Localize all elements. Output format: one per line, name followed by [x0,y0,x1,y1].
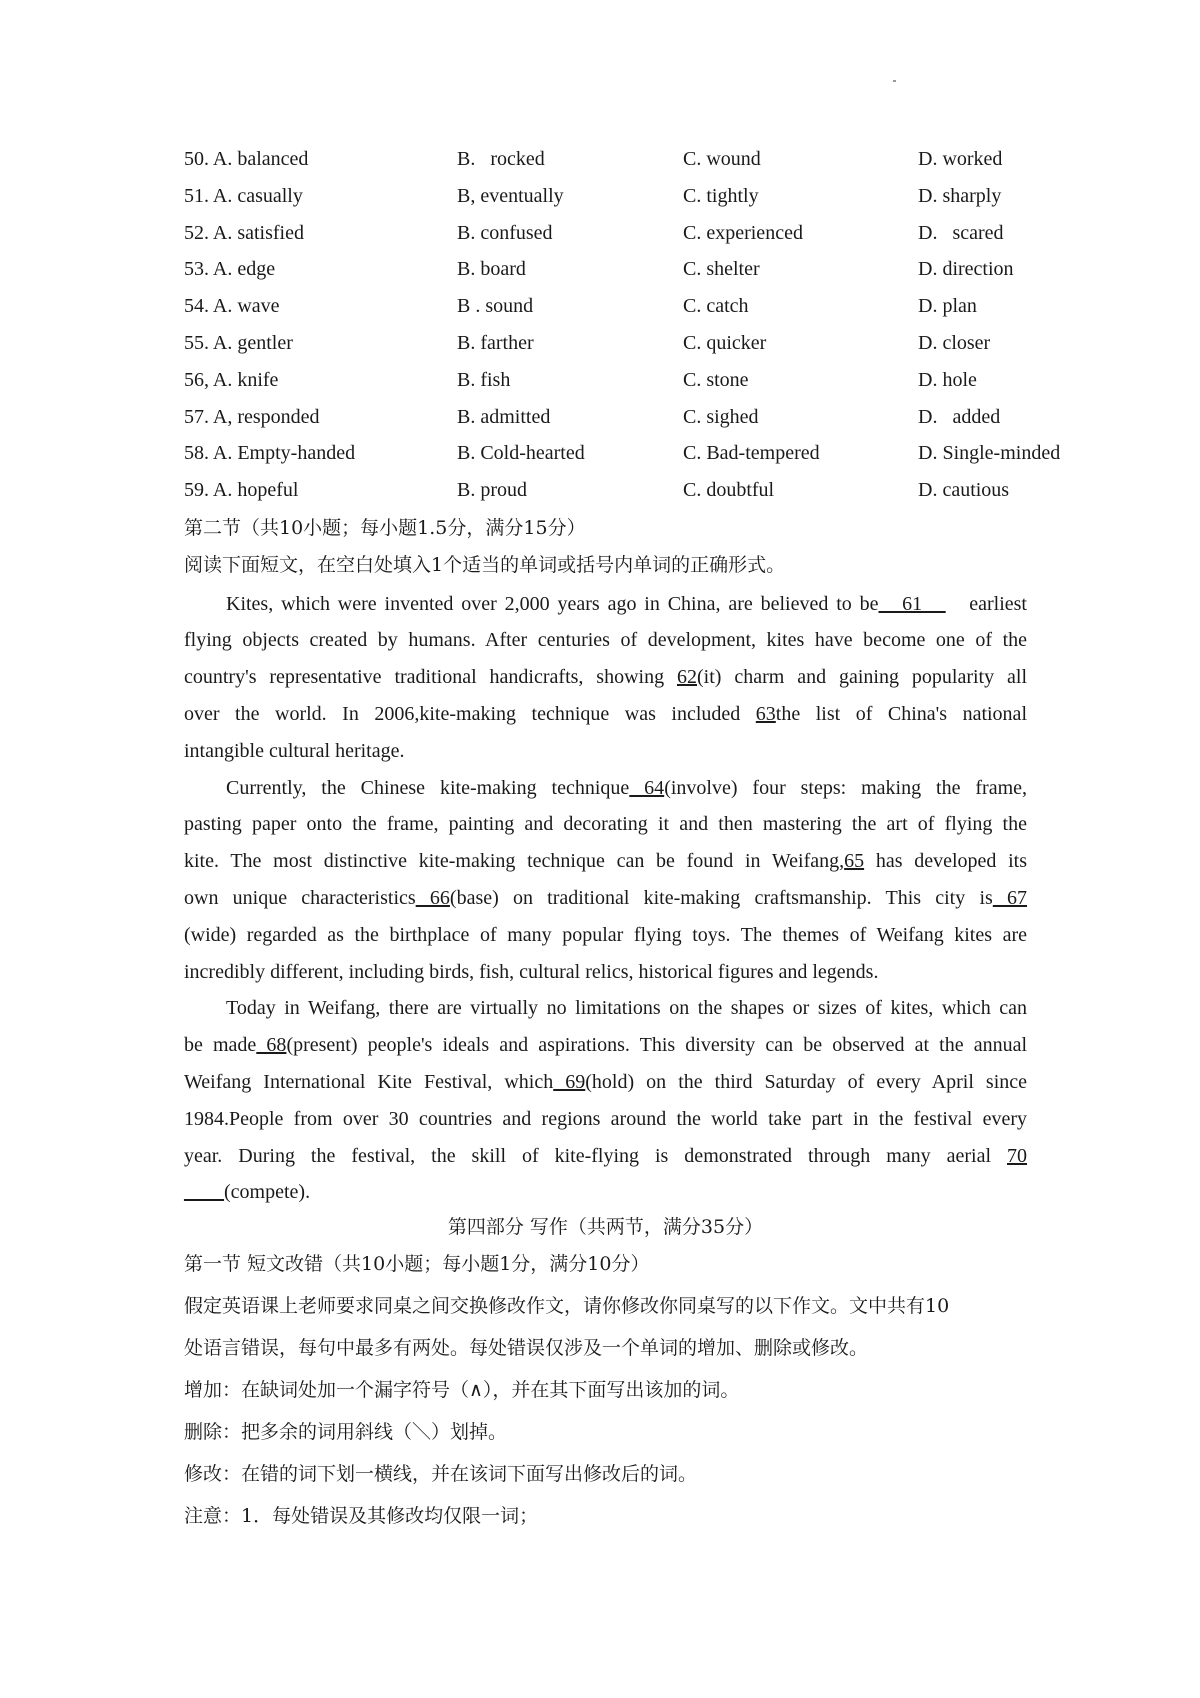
option-c: C. quicker [683,331,767,354]
option-a: 52. A. satisfied [184,221,304,244]
option-row [184,365,1084,402]
passage-line: over the world. In 2006,kite-making technique was included 63the list of China's national [184,702,1027,725]
option-c: C. sighed [683,405,759,428]
option-d: D. plan [918,295,977,318]
option-b: B. confused [457,221,553,244]
option-d: D. added [918,405,1001,428]
option-b: B, eventually [457,184,564,207]
passage-line: 1984.People from over 30 countries and regions around the world take part in the festival every [184,1107,1027,1130]
blank-67: 67 [992,886,1028,909]
blank-69: 69 [553,1070,586,1093]
option-row [184,144,1084,181]
correction-instruction: 处语言错误，每句中最多有两处。每处错误仅涉及一个单词的增加、删除或修改。 [184,1336,869,1359]
scan-mark [893,80,896,82]
option-a: 55. A. gentler [184,331,293,354]
option-c: C. catch [683,295,749,318]
part-4-title: 第四部分 写作（共两节，满分35分） [447,1216,764,1239]
option-a: 57. A, responded [184,405,320,428]
passage-line: be made 68(present) people's ideals and aspirations. This diversity can be observed at the annual [184,1034,1028,1057]
option-b: B. Cold-hearted [457,442,585,465]
option-b: B. proud [457,479,527,502]
option-d: D. sharply [918,184,1002,207]
option-d: D. scared [918,221,1004,244]
blank-64: 64 [629,776,665,799]
passage-line: country's representative traditional handicrafts, showing 62(it) charm and gaining popularity all [184,666,1027,689]
add-rule: 增加：在缺词处加一个漏字符号（∧），并在其下面写出该加的词。 [184,1378,740,1401]
passage-line: Weifang International Kite Festival, which 69(hold) on the third Saturday of every April since [184,1070,1028,1093]
passage-line: ____(compete). [184,1181,311,1204]
blank-66: 66 [415,886,450,909]
answer-options [184,144,1084,512]
passage-line: Currently, the Chinese kite-making technique 64(involve) four steps: making the frame, [226,776,1027,799]
option-a: 59. A. hopeful [184,479,299,502]
option-row [184,181,1084,218]
passage-line: Today in Weifang, there are virtually no limitations on the shapes or sizes of kites, which can [226,997,1027,1020]
correction-instruction: 假定英语课上老师要求同桌之间交换修改作文，请你修改你同桌写的以下作文。文中共有10 [184,1294,950,1317]
option-d: D. closer [918,331,991,354]
option-row [184,218,1084,255]
blank-63: 63 [755,702,776,725]
option-a: 56, A. knife [184,368,279,391]
blank-65: 65 [844,850,865,873]
passage-line: pasting paper onto the frame, painting and decorating it and then mastering the art of flying the [184,813,1027,836]
passage-line: flying objects created by humans. After centuries of development, kites have become one of the [184,629,1027,652]
option-d: D. cautious [918,479,1010,502]
section-2-header: 第二节（共10小题；每小题1.5分，满分15分） [184,517,586,539]
option-d: D. worked [918,148,1003,170]
section-1-header: 第一节 短文改错（共10小题；每小题1分，满分10分） [184,1252,650,1275]
option-c: C. Bad-tempered [683,442,820,465]
option-b: B. board [457,258,526,281]
option-b: B. rocked [457,148,545,170]
passage-line: Kites, which were invented over 2,000 years ago in China, are believed to be 61 earliest [226,592,1027,615]
option-row [184,402,1084,439]
option-c: C. doubtful [683,479,775,502]
option-c: C. experienced [683,221,803,244]
passage-line: year. During the festival, the skill of kite-flying is demonstrated through many aerial 70 [184,1144,1027,1167]
option-d: D. hole [918,368,977,391]
blank-70: 70 [1007,1144,1027,1167]
option-row [184,254,1084,291]
passage-line: (wide) regarded as the birthplace of many popular flying toys. The themes of Weifang kites are [184,923,1027,946]
blank-70-line: ____ [184,1181,224,1204]
passage-line: incredibly different, including birds, fish, cultural relics, historical figures and legends. [184,960,879,983]
option-c: C. stone [683,368,749,391]
option-c: C. shelter [683,258,760,281]
option-b: B . sound [457,295,534,318]
option-c: C. tightly [683,184,759,207]
blank-61: 61 [878,592,946,615]
blank-62: 62 [677,666,697,689]
option-a: 50. A. balanced [184,148,309,170]
passage-line: own unique characteristics 66(base) on traditional kite-making craftsmanship. This city is 67 [184,886,1028,909]
passage-line: kite. The most distinctive kite-making technique can be found in Weifang,65 has developed its [184,850,1027,873]
passage-line: intangible cultural heritage. [184,739,405,762]
option-row [184,438,1084,475]
option-row [184,475,1084,512]
option-a: 53. A. edge [184,258,276,281]
option-a: 54. A. wave [184,295,280,318]
blank-68: 68 [256,1034,287,1057]
option-row [184,291,1084,328]
option-row [184,328,1084,365]
section-2-instruction: 阅读下面短文，在空白处填入1个适当的单词或括号内单词的正确形式。 [184,553,786,576]
option-c: C. wound [683,148,761,170]
option-a: 58. A. Empty-handed [184,442,356,465]
option-b: B. farther [457,331,534,354]
option-b: B. fish [457,368,511,391]
delete-rule: 删除：把多余的词用斜线（＼）划掉。 [184,1420,508,1443]
option-d: D. direction [918,258,1014,281]
option-a: 51. A. casually [184,184,303,207]
note: 注意：1．每处错误及其修改均仅限一词； [184,1504,539,1527]
exam-body [184,512,1027,1537]
option-d: D. Single-minded [918,442,1061,465]
modify-rule: 修改：在错的词下划一横线，并在该词下面写出修改后的词。 [184,1462,698,1485]
option-b: B. admitted [457,405,551,428]
